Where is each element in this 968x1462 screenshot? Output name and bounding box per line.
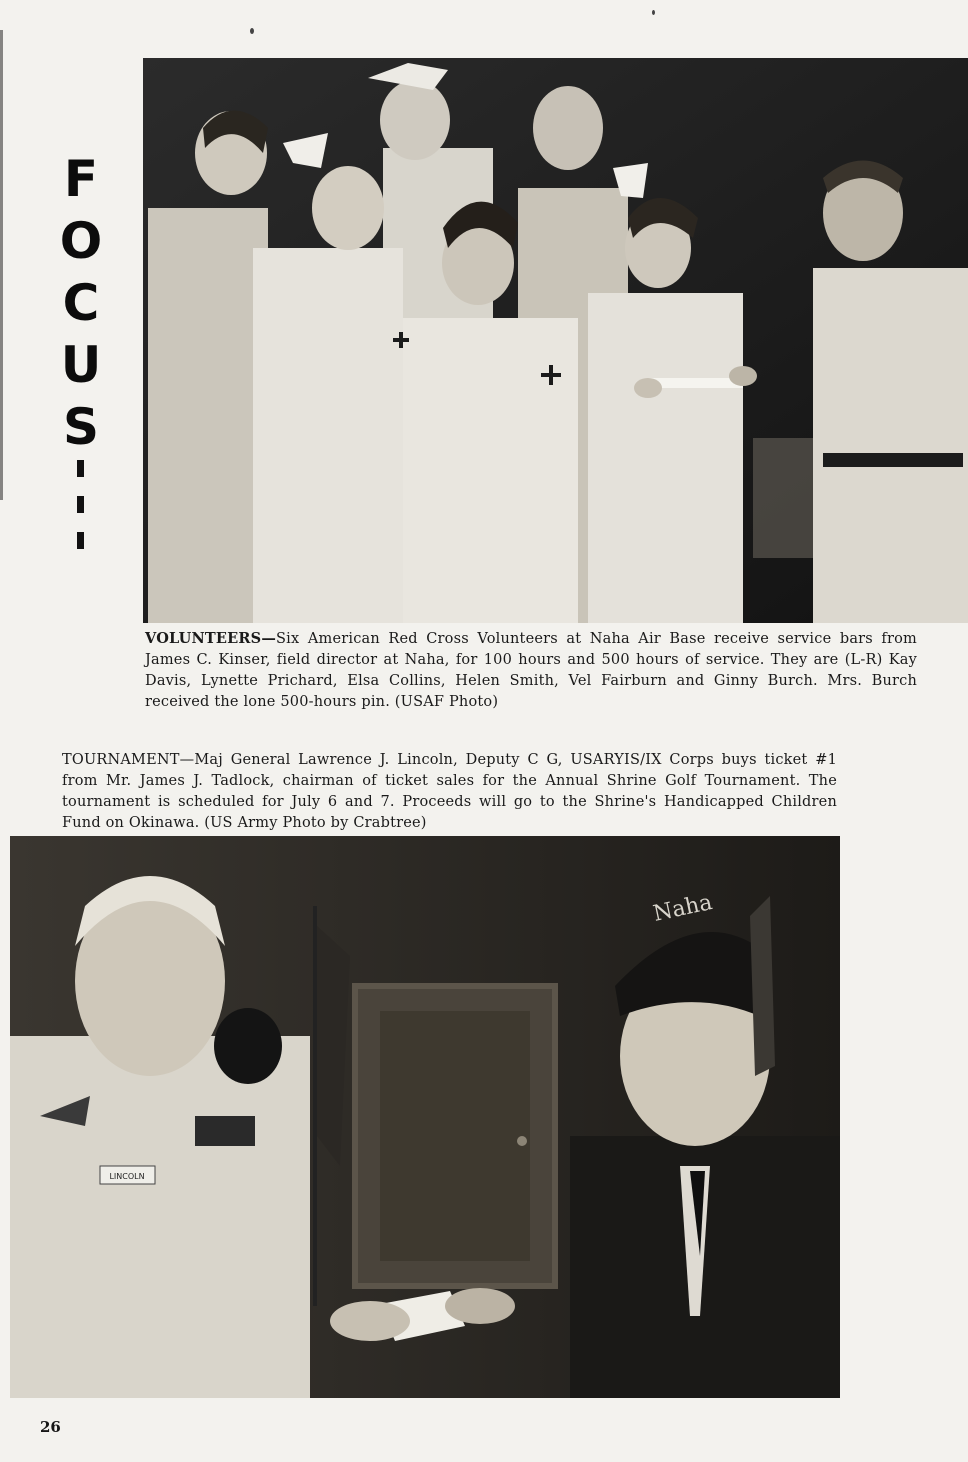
volunteers-headline: VOLUNTEERS bbox=[145, 630, 262, 647]
name-tag-text: LINCOLN bbox=[109, 1172, 145, 1181]
title-letter: C bbox=[62, 274, 100, 332]
volunteers-photo bbox=[143, 58, 968, 623]
print-speck bbox=[250, 28, 254, 34]
title-letter: F bbox=[63, 150, 99, 208]
tournament-caption: TOURNAMENT—Maj General Lawrence J. Lincoln, Deputy C G, USARYIS/IX Corps buys ticket #1 from Mr. James J. Tadlock, chairman of ticket sales for the Annual Shrine Golf Tournament. The tournament is scheduled for July 6 and 7. Proceeds will go to the Shrine's Handicapped Children Fund on Okinawa. (US Army Photo by Crabtree) bbox=[62, 752, 837, 831]
volunteers-caption-text: Six American Red Cross Volunteers at Naha Air Base receive service bars from James C. Kinser, field director at Naha, for 100 hours and 500 hours of service. They are (L-R) Kay Davis, Lynette Prichard, Elsa Collins, Helen Smith, Vel Fairburn and Ginny Burch. Mrs. Burch received the lone 500-hours pin. (USAF Photo) bbox=[145, 631, 917, 710]
tournament-photo bbox=[10, 836, 840, 1398]
title-letter: U bbox=[60, 336, 102, 394]
print-speck bbox=[652, 10, 655, 15]
page-binding-edge bbox=[0, 30, 3, 500]
fez-emblem-text: Naha bbox=[651, 890, 715, 927]
section-title-focus bbox=[58, 148, 104, 458]
title-letter: S bbox=[62, 398, 99, 456]
tournament-caption-text: Maj General Lawrence J. Lincoln, Deputy C G, USARYIS/IX Corps buys ticket #1 from Mr. James J. Tadlock, chairman of ticket sales for the Annual Shrine Golf Tournament. The tournament is scheduled for July 6 and 7. Proceeds will go to the Shrine's Handicapped Children Fund on Okinawa. (US Army Photo by Crabtree) bbox=[62, 752, 837, 831]
title-ellipsis bbox=[75, 460, 85, 568]
volunteers-photo-illustration bbox=[143, 58, 968, 623]
page-number: 26 bbox=[40, 1418, 61, 1436]
volunteers-caption: VOLUNTEERS—Six American Red Cross Volunteers at Naha Air Base receive service bars from James C. Kinser, field director at Naha, for 100 hours and 500 hours of service. They are (L-R) Kay Davis, Lynette Prichard, Elsa Collins, Helen Smith, Vel Fairburn and Ginny Burch. Mrs. Burch received the lone 500-hours pin. (USAF Photo) bbox=[145, 630, 917, 710]
tournament-photo-illustration bbox=[10, 836, 840, 1398]
tournament-headline: TOURNAMENT bbox=[62, 752, 180, 768]
title-letter: O bbox=[59, 212, 103, 270]
